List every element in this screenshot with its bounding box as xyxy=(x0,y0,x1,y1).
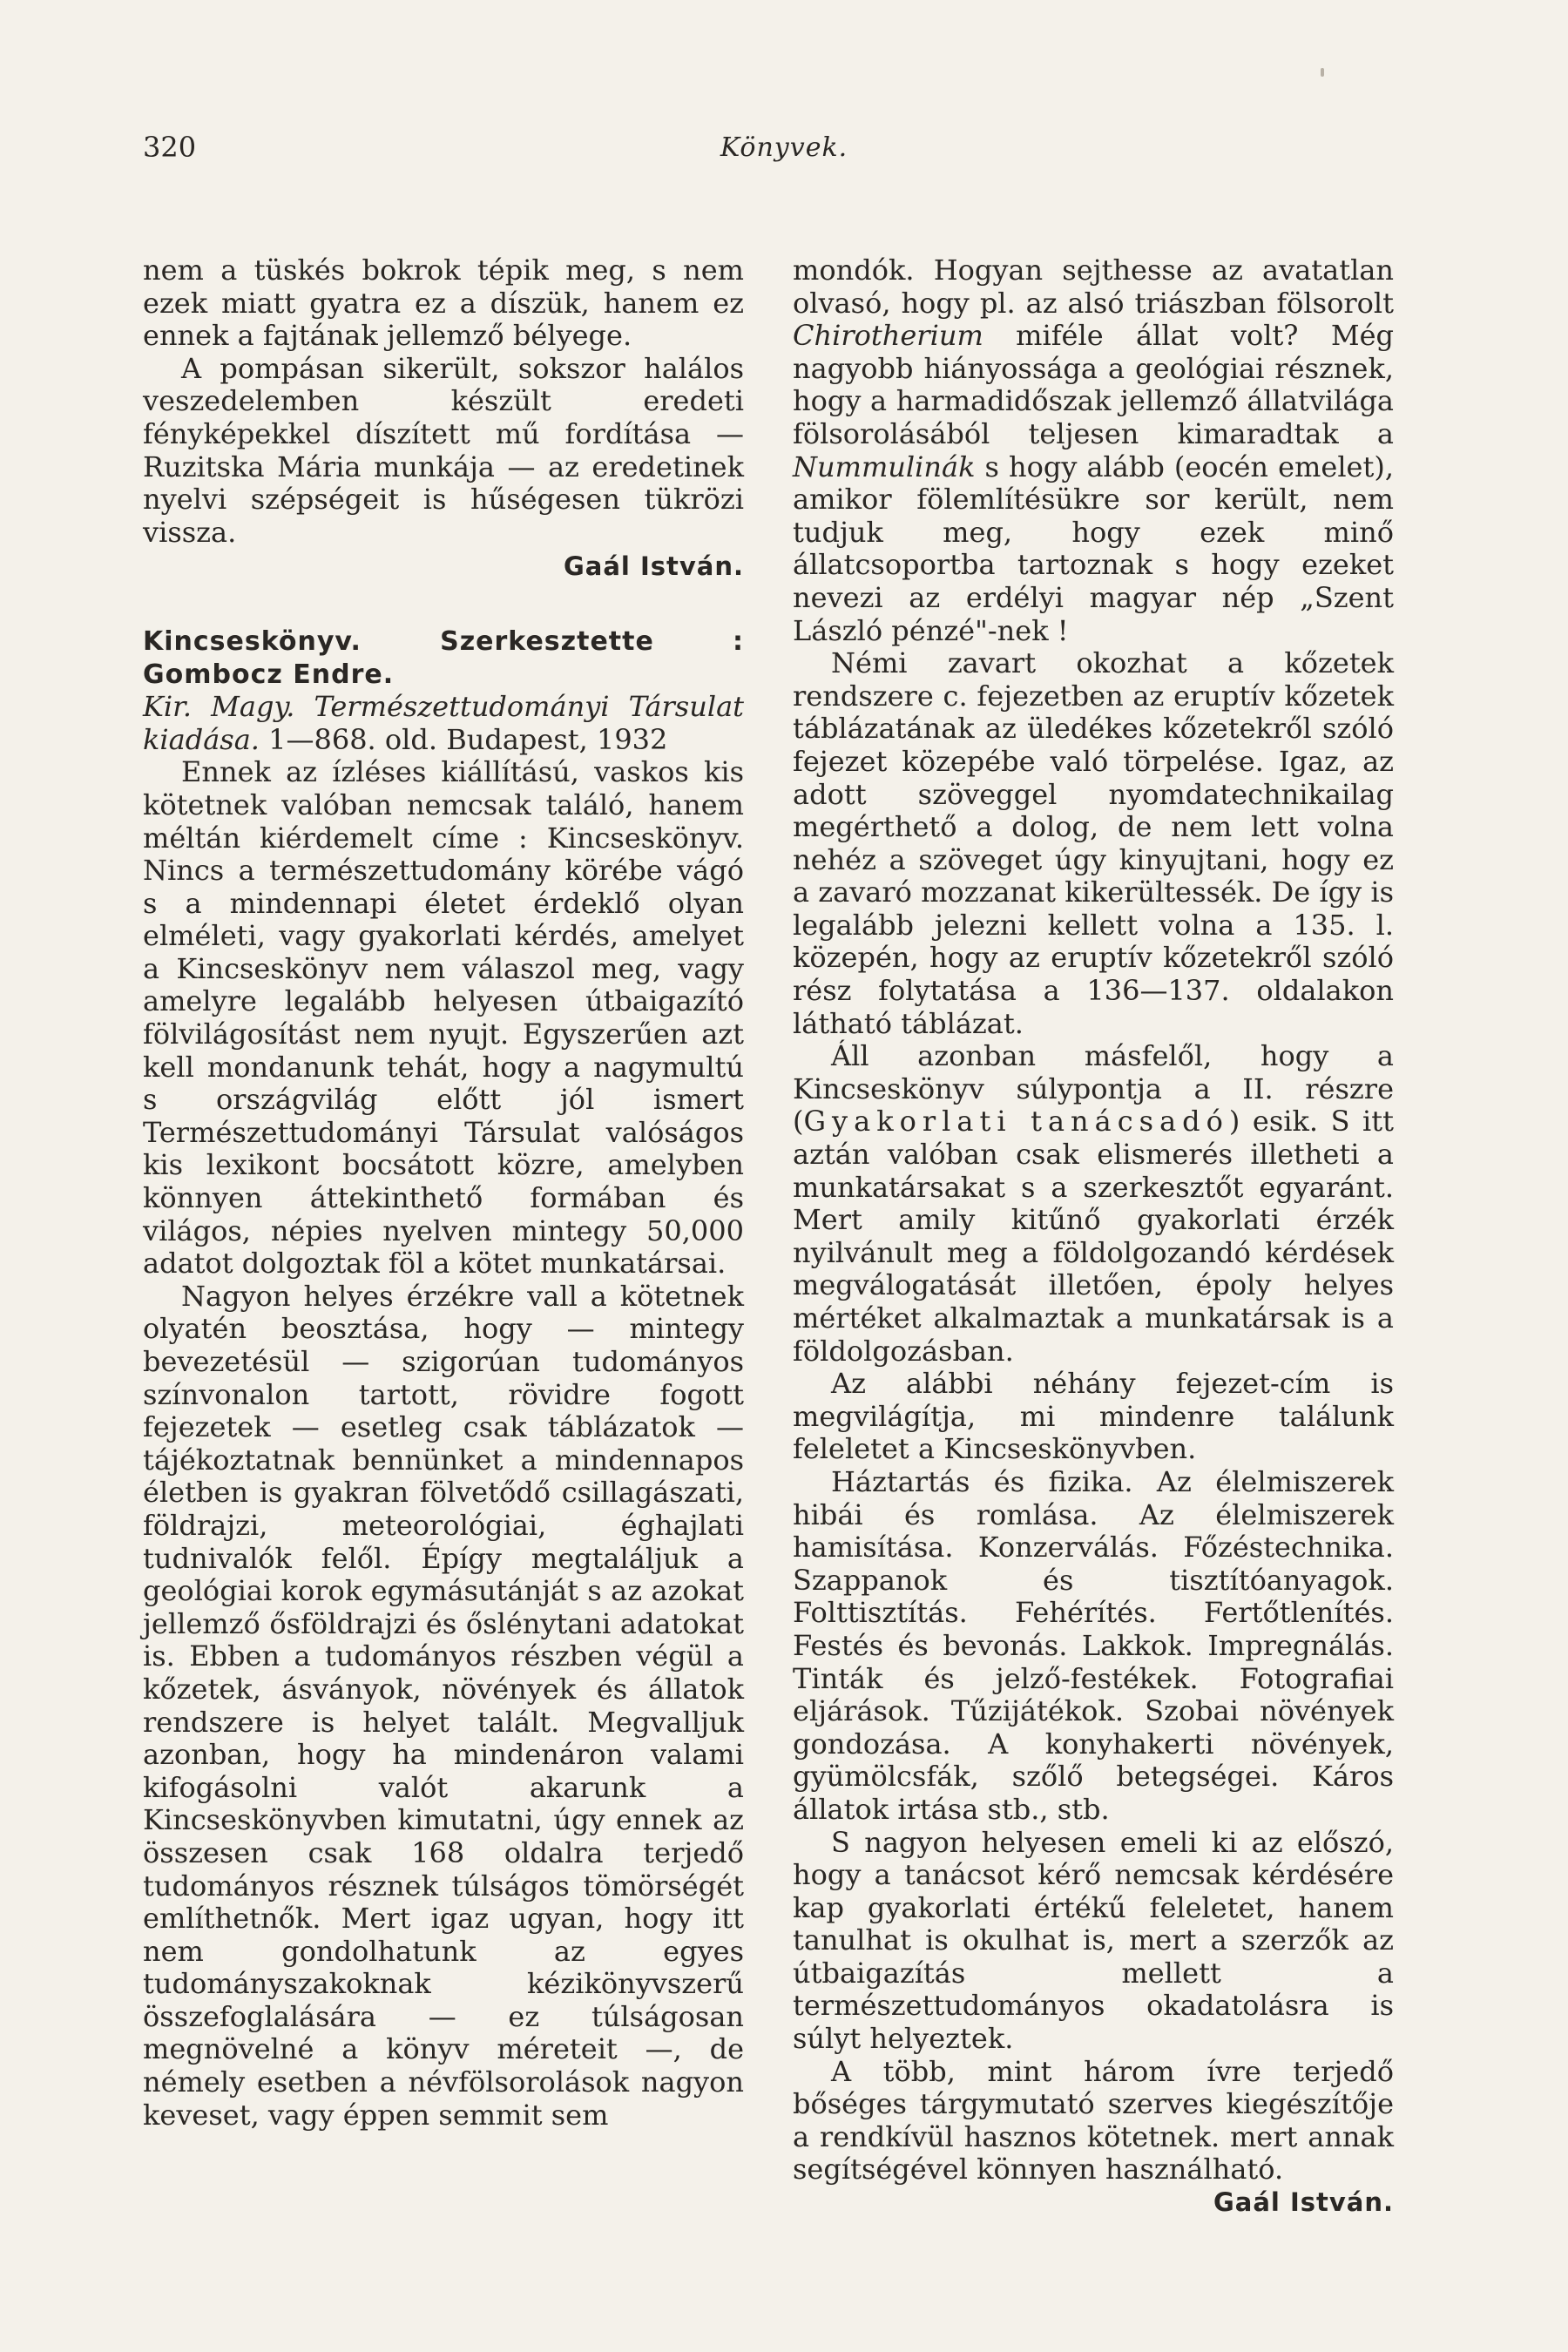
review-paragraph-7: S nagyon helyesen emeli ki az előszó, hogy a tanácsot kérő nemcsak kérdésére kap gyakorlati értékű feleletet, hanem tanulhat is okulhat is, mert a szerzők az útbaigazítás mellett a természettudományos okadatolásra is súlyt helyeztek. xyxy=(793,1825,1394,2056)
taxon-name: Nummulinák xyxy=(793,449,976,483)
review-heading: Kincseskönyv. Szerkesztette : Gombocz Endre. xyxy=(143,625,744,690)
review-paragraph-3 xyxy=(793,254,1394,647)
page-header xyxy=(0,131,1568,183)
review-paragraph-8 xyxy=(793,2054,1394,2218)
taxon-name: Chirotherium xyxy=(793,319,983,353)
review-paragraph-4: Némi zavart okozhat a kőzetek rendszere c. fejezetben az eruptív kőzetek táblázatának az üledékes kőzetekről szóló fejezet közepébe való törpelése. Igaz, az adott szöveggel nyomdatechnikailag megérthető a dolog, de nem lett volna nehéz a szöveget úgy kinyujtani, hogy ez a zavaró mozzanat kikerültessék. De így is legalább jelezni kellett volna a 135. l. közepén, hogy az eruptív kőzetekről szóló rész folytatása a 136—137. oldalakon látható táblázat. xyxy=(793,646,1394,1040)
intro-paragraph: nem a tüskés bokrok tépik meg, s nem ezek miatt gyatra ez a díszük, hanem ez ennek a fajtának jellemző bélyege. xyxy=(143,253,744,353)
publisher-name: Kir. Magy. Természettudományi Társulat kiadása. xyxy=(143,690,744,756)
translation-paragraph: A pompásan sikerült, sokszor halálos veszedelemben készült eredeti fényképekkel díszített mű fordítása — Ruzitska Mária munkája — az eredetinek nyelvi szépségeit is hűségesen tükrözi vissza. xyxy=(143,351,744,549)
page-number: 320 xyxy=(143,131,197,164)
signature-second-review: Gaál István. xyxy=(1213,2187,1394,2218)
paragraph-text: s hogy alább (eocén emelet), amikor fölemlítésükre sor került, nem tudjuk meg, hogy ezek minő állatcsoportba tartoznak s hogy ezeket nevezi az erdélyi magyar nép „Szent László pénzé"-nek ! xyxy=(793,449,1394,647)
running-head: Könyvek. xyxy=(720,132,848,163)
review-paragraph-1: Ennek az ízléses kiállítású, vaskos kis kötetnek valóban nemcsak találó, hanem méltán kiérdemelt címe : Kincseskönyv. Nincs a természettudomány körébe vágó s a mindennapi életet érdeklő olyan elméleti, vagy gyakorlati kérdés, amelyet a Kincseskönyv nem válaszol meg, vagy amelyre legalább helyesen útbaigazító fölvilágosítást nem nyujt. Egyszerűen azt kell mondanunk tehát, hogy a nagymultú s országvilág előtt jól ismert Természettudományi Társulat valóságos kis lexikont bocsátott közre, amelyben könnyen áttekinthető formában és világos, népies nyelven mintegy 50,000 adatot dolgoztak föl a kötet munkatársai. xyxy=(143,755,744,1281)
review-paragraph-5 xyxy=(793,1040,1394,1368)
signature-first-review: Gaál István. xyxy=(563,551,744,582)
review-paragraph-2: Nagyon helyes érzékre vall a kötetnek olyatén beosztása, hogy — mintegy bevezetésül — szigorúan tudományos színvonalon tartott, rövidre fogott fejezetek — esetleg csak táblázatok — tájékoztatnak bennünket a mindennapos életben is gyakran fölvetődő csillagászati, földrajzi, meteorológiai, éghajlati tudnivalók felől. Épígy megtaláljuk a geológiai korok egymásutánját s az azokat jellemző ősföldrajzi és őslénytani adatokat is. Ebben a tudományos részben végül a kőzetek, ásványok, növények és állatok rendszere is helyet talált. Megvalljuk azonban, hogy ha mindenáron valami kifogásolni valót akarunk a Kincseskönyvben kimutatni, úgy ennek az összesen csak 168 oldalra terjedő tudományos résznek túlságos tömörségét említhetnők. Mert igaz ugyan, hogy itt nem gondolhatunk az egyes tudományszakoknak kézikönyvszerű összefoglalására — ez túlságosan megnövelné a könyv méreteit —, de némely esetben a névfölsorolások nagyon keveset, vagy éppen semmit sem xyxy=(143,1279,744,2132)
right-column xyxy=(793,254,1394,2220)
paragraph-text: Áll azonban másfelől, hogy a Kincseskönyv súlypontja a II. részre ( xyxy=(793,1039,1394,1139)
review-paragraph-6: Az alábbi néhány fejezet-cím is megvilágítja, mi mindenre találunk feleletet a Kincseskönyvben. xyxy=(793,1367,1394,1466)
scan-speck xyxy=(1321,68,1324,77)
paragraph-text: A több, mint három ívre terjedő bőséges tárgymutató szerves kiegészítője a rendkívül hasznos kötetnek. mert annak segítségével könnyen használható. xyxy=(793,2054,1394,2186)
publisher-line xyxy=(143,691,744,756)
paragraph-text: ) esik. S itt aztán valóban csak elismerés illetheti a munkatársakat s a szerkesztőt egyaránt. Mert amily kitűnő gyakorlati érzék nyilvánult meg a földolgozandó kérdések megválogatását illetően, époly helyes mértéket alkalmaztak a munkatársak is a földolgozásban. xyxy=(793,1105,1394,1368)
publisher-details: 1—868. old. Budapest, 1932 xyxy=(259,722,668,756)
chapter-list: Háztartás és fizika. Az élelmiszerek hibái és romlása. Az élelmiszerek hamisítása. Konzerválás. Főzéstechnika. Szappanok és tisztítóanyagok. Folttisztítás. Fehérítés. Fertőtlenítés. Festés és bevonás. Lakkok. Impregnálás. Tinták és jelző-festékek. Fotografiai eljárások. Tűzijátékok. Szobai növények gondozása. A konyhakerti növények, gyümölcsfák, szőlő betegségei. Káros állatok irtása stb., stb. xyxy=(793,1464,1394,1826)
left-column xyxy=(143,254,744,2132)
paragraph-text: mondók. Hogyan sejthesse az avatatlan olvasó, hogy pl. az alsó triászban fölsorolt xyxy=(793,253,1394,320)
section-title-spaced: Gyakorlati tanácsadó xyxy=(803,1105,1229,1139)
paragraph-text: miféle állat volt? Még nagyobb hiányossága a geológiai résznek, hogy a harmadidőszak jellemző állatvilága fölsorolásából teljesen kimaradtak a xyxy=(793,319,1394,450)
